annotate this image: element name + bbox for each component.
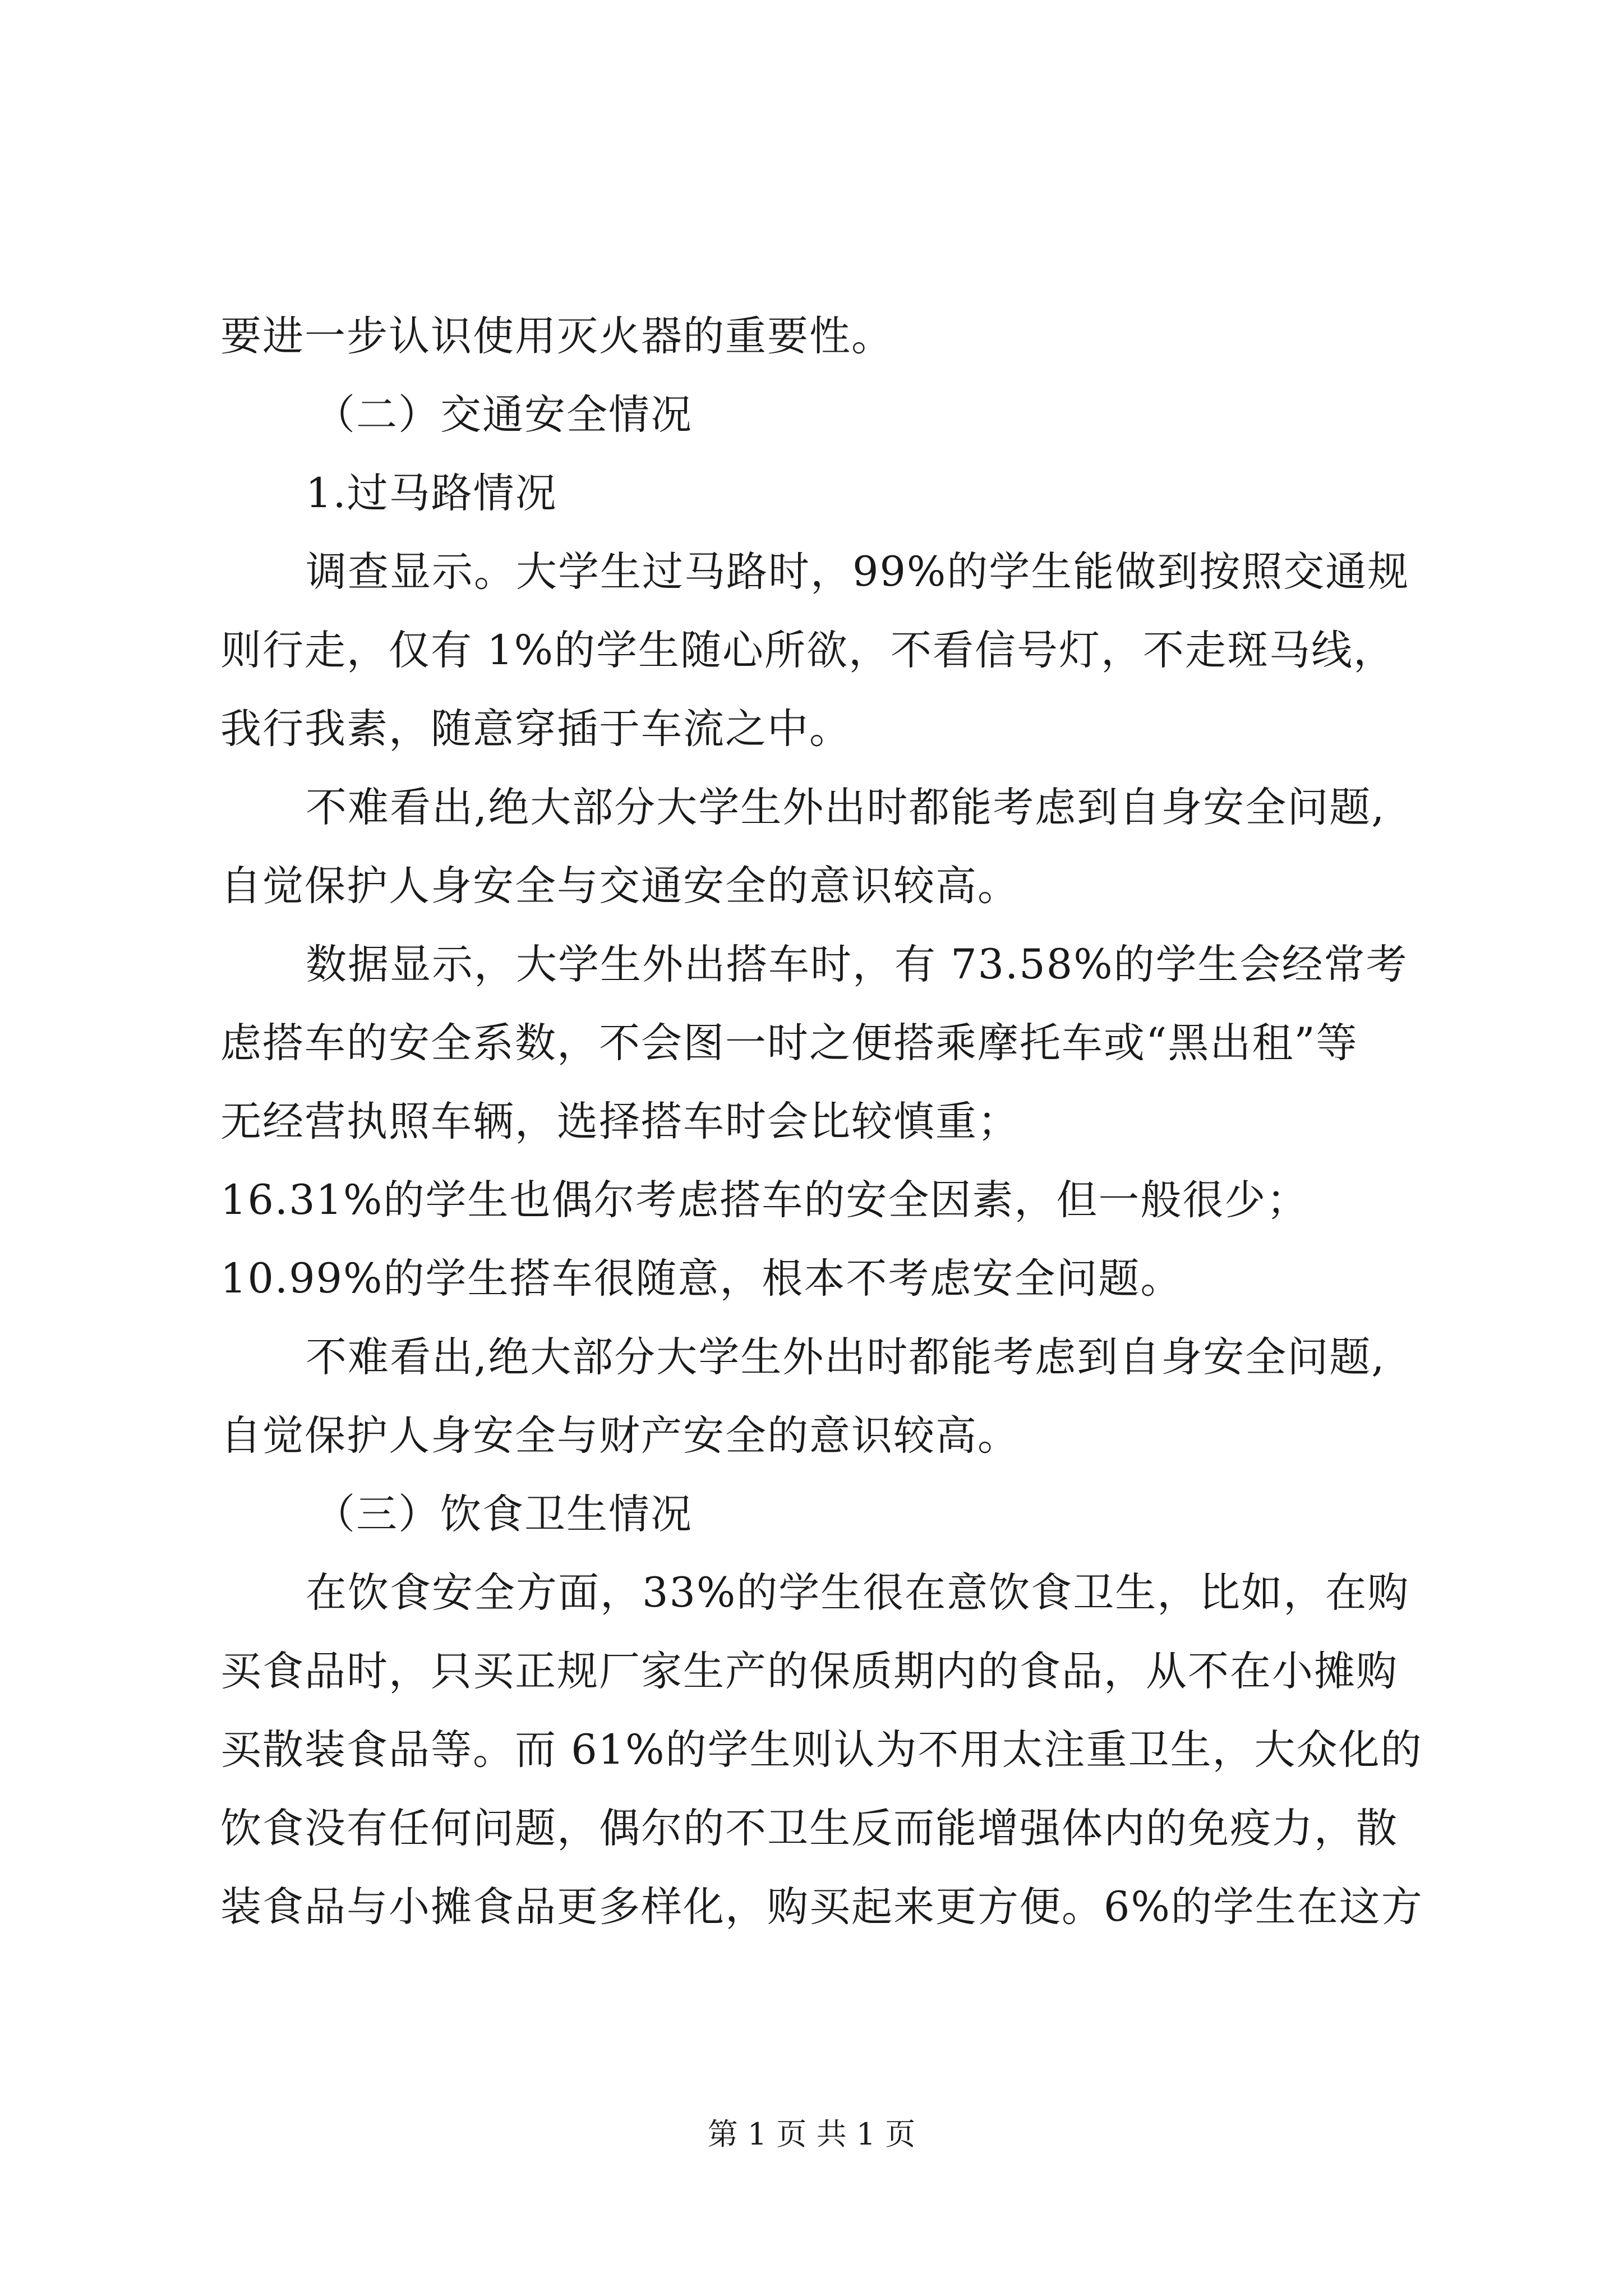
paragraph-line: 10.99%的学生搭车很随意，根本不考虑安全问题。 <box>220 1255 1183 1303</box>
paragraph-line: 饮食没有任何问题，偶尔的不卫生反而能增强体内的免疫力，散 <box>220 1805 1398 1852</box>
paragraph-line: 则行走，仅有 1%的学生随心所欲，不看信号灯，不走斑马线， <box>220 627 1396 674</box>
section-heading: （二）交通安全情况 <box>314 391 693 439</box>
paragraph-line: 我行我素，随意穿插于车流之中。 <box>220 705 851 753</box>
paragraph-line: 数据显示，大学生外出搭车时，有 73.58%的学生会经常考 <box>306 941 1408 988</box>
paragraph-line: 要进一步认识使用灭火器的重要性。 <box>220 312 893 360</box>
paragraph-line: 调查显示。大学生过马路时，99%的学生能做到按照交通规 <box>306 548 1410 596</box>
paragraph-line: 不难看出,绝大部分大学生外出时都能考虑到自身安全问题, <box>306 1333 1386 1381</box>
page-footer: 第 1 页 共 1 页 <box>707 2116 916 2152</box>
paragraph-line: 虑搭车的安全系数，不会图一时之便搭乘摩托车或“黑出租”等 <box>220 1019 1358 1067</box>
paragraph-line: 在饮食安全方面，33%的学生很在意饮食卫生，比如，在购 <box>306 1569 1410 1617</box>
paragraph-line: 自觉保护人身安全与财产安全的意识较高。 <box>220 1412 1020 1460</box>
subsection-heading: 1.过马路情况 <box>306 470 557 517</box>
paragraph-line: 无经营执照车辆，选择搭车时会比较慎重； <box>220 1098 1020 1145</box>
paragraph-line: 16.31%的学生也偶尔考虑搭车的安全因素，但一般很少； <box>220 1176 1309 1224</box>
paragraph-line: 自觉保护人身安全与交通安全的意识较高。 <box>220 862 1020 910</box>
section-heading: （三）饮食卫生情况 <box>314 1490 693 1538</box>
paragraph-line: 不难看出,绝大部分大学生外出时都能考虑到自身安全问题, <box>306 784 1386 831</box>
paragraph-line: 装食品与小摊食品更多样化，购买起来更方便。6%的学生在这方 <box>220 1883 1423 1931</box>
paragraph-line: 买食品时，只买正规厂家生产的保质期内的食品，从不在小摊购 <box>220 1648 1398 1695</box>
paragraph-line: 买散装食品等。而 61%的学生则认为不用太注重卫生，大众化的 <box>220 1726 1423 1774</box>
